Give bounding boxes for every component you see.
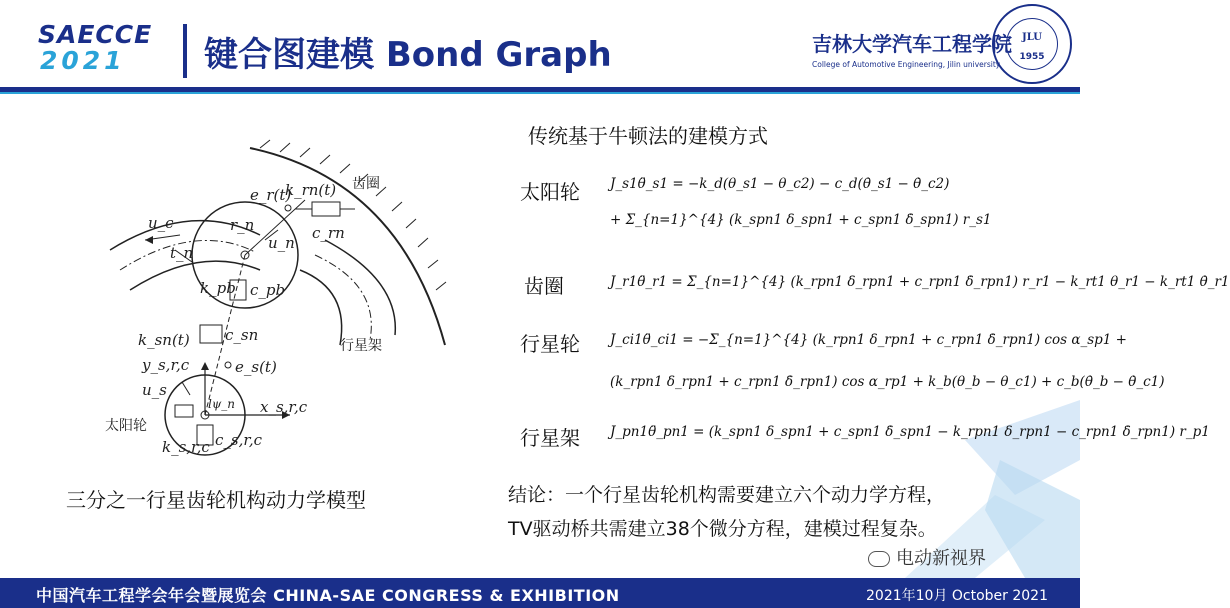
wechat-watermark (868, 544, 986, 570)
saecce-logo (38, 22, 178, 80)
conclusion-line2: TV驱动桥共需建立38个微分方程，建模过程复杂。 (508, 518, 937, 540)
label-y-src: y_s,r,c (142, 356, 190, 374)
label-u-s: u_s (142, 381, 167, 399)
eq-label-planet: 行星轮 (520, 332, 580, 356)
eq-label-sun: 太阳轮 (520, 180, 580, 204)
section-subheading: 传统基于牛顿法的建模方式 (528, 124, 768, 148)
wechat-icon (868, 551, 890, 567)
label-k-sn: k_sn(t) (138, 331, 190, 349)
label-c-src: c_s,r,c (215, 431, 263, 449)
label-k-src: k_s,r,c (162, 438, 210, 456)
label-x-src: x_s,r,c (260, 398, 308, 416)
eq-carrier-line1: J_pn1θ̈_pn1 = (k_spn1 δ_spn1 + c_spn1 δ̇_spn1 − k_rpn1 δ_rpn1 − c_rpn1 δ̇_rpn1) r_p1 (610, 424, 1210, 440)
footer-event: 中国汽车工程学会年会暨展览会 CHINA-SAE CONGRESS & EXHIBITION (36, 586, 620, 605)
label-c-rn: c_rn (312, 224, 345, 242)
slide-footer (0, 578, 1080, 608)
eq-sun-line1: J_s1θ̈_s1 = −k_d(θ_s1 − θ_c2) − c_d(θ̇_s1 − θ̇_c2) (610, 176, 950, 192)
planetary-gear-diagram (100, 140, 455, 465)
eq-ring-line1: J_r1θ̈_r1 = Σ_{n=1}^{4} (k_rpn1 δ_rpn1 + c_rpn1 δ̇_rpn1) r_r1 − k_rt1 θ_r1 − k_rt1 θ̇_r1 (610, 274, 1230, 290)
label-k-rn: k_rn(t) (285, 181, 337, 199)
label-c-pb: c_pb (250, 281, 286, 299)
eq-planet-line2: (k_rpn1 δ_rpn1 + c_rpn1 δ̇_rpn1) cos α_rp1 + k_b(θ_b − θ_c1) + c_b(θ̇_b − θ̇_c1) (610, 374, 1165, 390)
eq-planet-line1: J_ci1θ̈_ci1 = −Σ_{n=1}^{4} (k_rpn1 δ_rpn1 + c_rpn1 δ̇_rpn1) cos α_sp1 + (610, 332, 1127, 348)
label-sun: 太阳轮 (105, 418, 147, 434)
seal-mid: JLU (1022, 32, 1042, 43)
label-r-n: r_n (230, 216, 255, 234)
label-carrier: 行星架 (340, 338, 382, 354)
label-u-n: u_n (268, 234, 295, 252)
label-u-c: u_c (148, 214, 174, 232)
conclusion-text (508, 478, 945, 546)
label-psi-n: lψ_n (208, 397, 235, 411)
eq-label-ring: 齿圈 (524, 274, 564, 298)
eq-label-carrier: 行星架 (520, 426, 580, 450)
footer-date: 2021年10月 October 2021 (866, 588, 1048, 604)
slide-title: 键合图建模 Bond Graph (204, 35, 612, 75)
logo-line2: 2021 (40, 46, 126, 75)
slide-header (0, 0, 1080, 88)
watermark-text: 电动新视界 (896, 548, 986, 569)
seal-year: 1955 (1019, 52, 1045, 62)
label-k-pb: k_pb (200, 279, 236, 297)
label-c-sn: c_sn (225, 326, 259, 344)
label-t-n: t_n (170, 244, 194, 262)
label-e-s: e_s(t) (235, 358, 277, 376)
title-divider (183, 24, 187, 78)
university-name-en: College of Automotive Engineering, Jilin university (812, 60, 1001, 69)
header-rule-accent (0, 92, 1080, 94)
university-logo (812, 28, 1012, 69)
eq-sun-line2: + Σ_{n=1}^{4} (k_spn1 δ_spn1 + c_spn1 δ̇_spn1) r_s1 (610, 212, 992, 228)
label-ring: 齿圈 (352, 176, 380, 192)
logo-line1: SAECCE (38, 20, 153, 49)
university-name-cn: 吉林大学汽车工程学院 (812, 32, 1012, 56)
diagram-caption: 三分之一行星齿轮机构动力学模型 (66, 488, 366, 512)
university-seal-icon (992, 4, 1072, 84)
label-e-r: e_r(t) (250, 186, 292, 204)
conclusion-line1: 结论：一个行星齿轮机构需要建立六个动力学方程， (508, 484, 946, 506)
